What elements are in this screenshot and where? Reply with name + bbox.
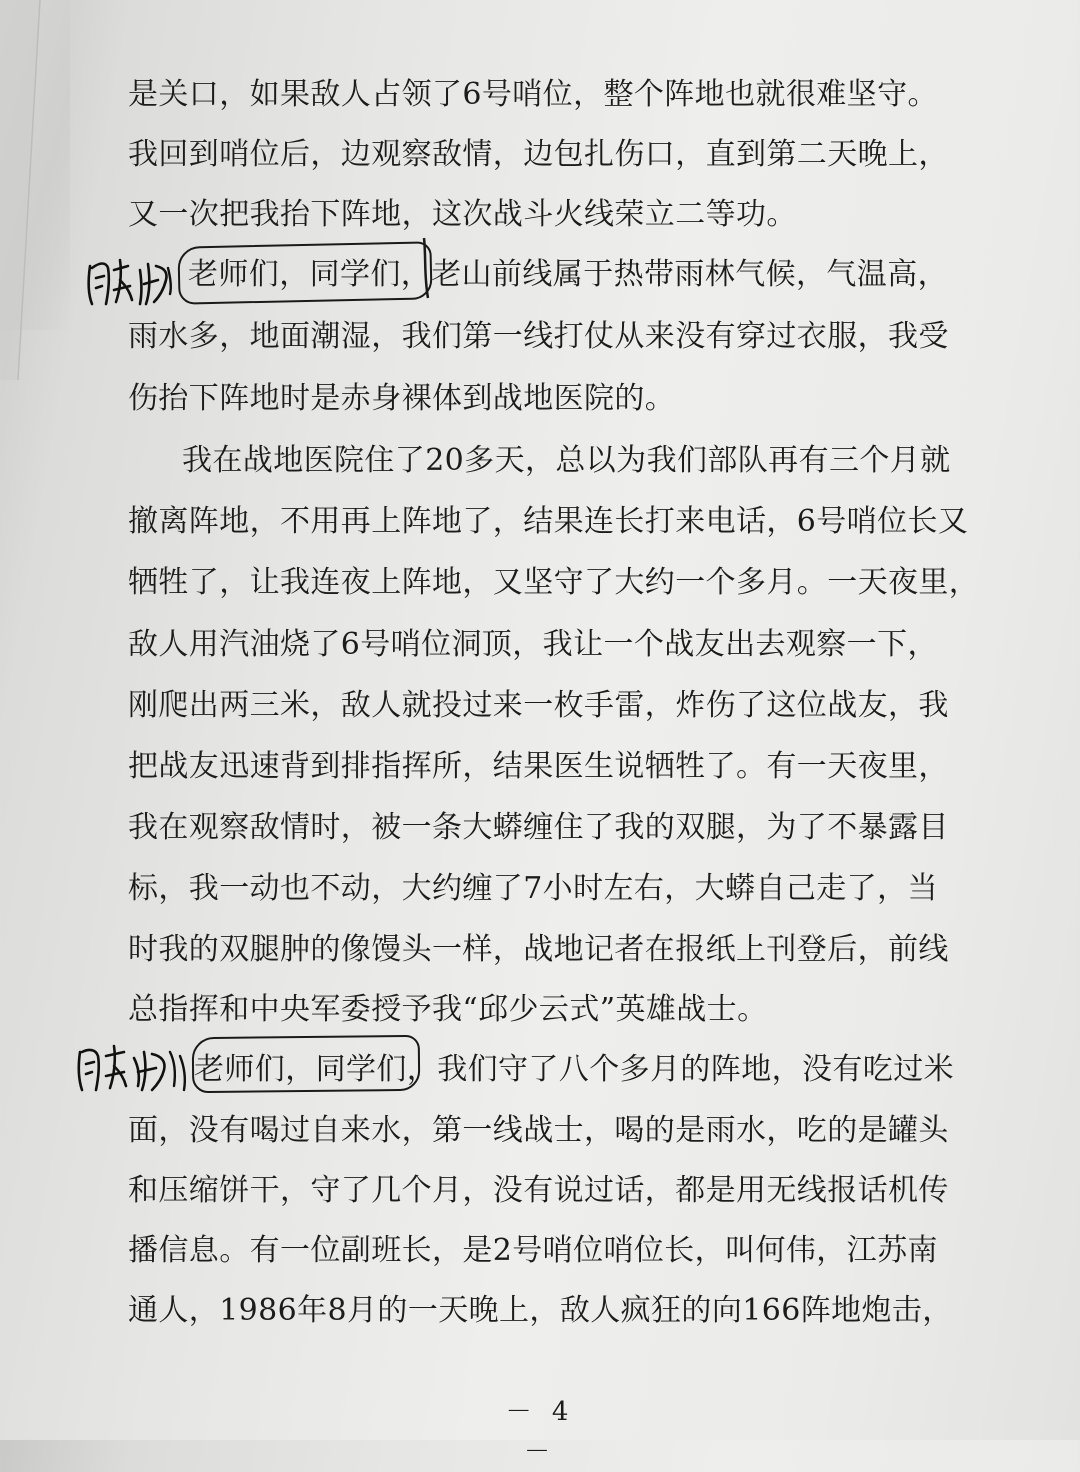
text-line-12: 把战友迅速背到排指挥所，结果医生说牺牲了。有一天夜里，: [128, 749, 949, 784]
text-line-21: 通人，1986年8月的一天晚上，敌人疯狂的向166阵地炮击，: [128, 1293, 953, 1328]
handdrawn-box-1: [177, 241, 432, 304]
text-line-14: 标，我一动也不动，大约缠了7小时左右，大蟒自己走了，当: [128, 871, 938, 906]
text-line-16: 总指挥和中央军委授予我“邱少云式”英雄战士。: [128, 992, 768, 1027]
text-line-11: 刚爬出两三米，敌人就投过来一枚手雷，炸伤了这位战友，我: [128, 688, 949, 723]
text-line-3: 又一次把我抬下阵地，这次战斗火线荣立二等功。: [128, 197, 797, 232]
text-line-9: 牺牲了，让我连夜上阵地，又坚守了大约一个多月。一天夜里，: [128, 565, 980, 600]
text-line-17: 老师们，同学们，我们守了八个多月的阵地，没有吃过米: [194, 1052, 954, 1087]
text-line-18: 面，没有喝过自来水，第一线战士，喝的是雨水，吃的是罐头: [128, 1113, 949, 1148]
page-fold-shadow: [0, 0, 90, 380]
text-line-13: 我在观察敌情时，被一条大蟒缠住了我的双腿，为了不暴露目: [128, 810, 949, 845]
text-line-15: 时我的双腿肿的像馒头一样，战地记者在报纸上刊登后，前线: [128, 932, 949, 967]
page-number: － 4 －: [505, 1397, 575, 1467]
text-line-10: 敌人用汽油烧了6号哨位洞顶，我让一个战友出去观察一下，: [128, 627, 938, 662]
handwritten-note-2: [72, 1036, 196, 1098]
text-line-5: 雨水多，地面潮湿，我们第一线打仗从来没有穿过衣服，我受: [128, 319, 949, 354]
text-line-20: 播信息。有一位副班长，是2号哨位哨位长，叫何伟，江苏南: [128, 1233, 938, 1268]
text-line-7: 我在战地医院住了20多天，总以为我们部队再有三个月就: [182, 443, 951, 478]
text-line-4: 老师们，同学们，老山前线属于热带雨林气候，气温高，: [188, 257, 948, 292]
text-line-1: 是关口，如果敌人占领了6号哨位，整个阵地也就很难坚守。: [128, 77, 938, 112]
text-line-2: 我回到哨位后，边观察敌情，边包扎伤口，直到第二天晚上，: [128, 137, 949, 172]
text-line-6: 伤抬下阵地时是赤身裸体到战地医院的。: [128, 381, 676, 416]
text-line-8: 撤离阵地，不用再上阵地了，结果连长打来电话，6号哨位长又: [128, 504, 969, 539]
handdrawn-box-2: [192, 1035, 421, 1093]
text-line-19: 和压缩饼干，守了几个月，没有说过话，都是用无线报话机传: [128, 1173, 949, 1208]
handdrawn-bracket-1: [410, 236, 450, 302]
handwritten-note-1: [84, 246, 184, 312]
